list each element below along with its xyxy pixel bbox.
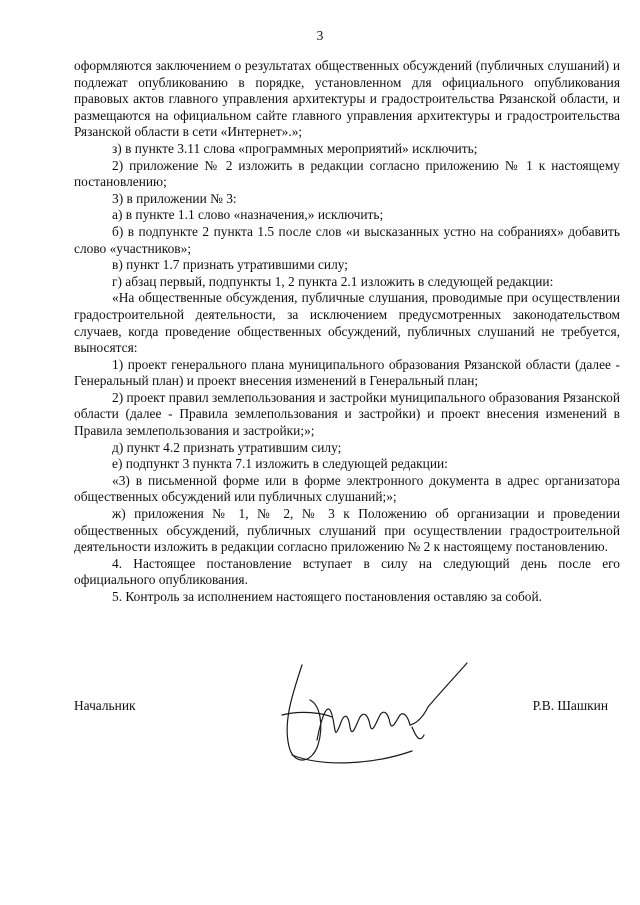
handwritten-signature [262,655,482,775]
paragraph-item-v: в) пункт 1.7 признать утратившими силу; [112,257,348,273]
paragraph-quote-1: 1) проект генерального плана муниципального образования Рязанской области (далее - Генеральный план) и проект внесения изменений в Генеральный план; [74,356,620,389]
paragraph-item-a: а) в пункте 1.1 слово «назначения,» исключить; [112,207,384,223]
paragraph-item-2: 2) приложение № 2 изложить в редакции согласно приложению № 1 к настоящему постановлению; [74,157,620,190]
paragraph-item-b: б) в подпункте 2 пункта 1.5 после слов «и высказанных устно на собраниях» добавить слово «участников»; [74,223,620,256]
signatory-title: Начальник [74,698,136,713]
paragraph-quote-2: 2) проект правил землепользования и застройки муниципального образования Рязанской области (далее - Правила землепользования и застройки) и проект внесения изменений в Правила землепользования и застройки;»; [74,389,620,439]
paragraph-item-4: 4. Настоящее постановление вступает в силу на следующий день после его официального опубликования. [74,555,620,588]
signatory-name: Р.В. Шашкин [532,698,608,713]
paragraph-item-z: з) в пункте 3.11 слова «программных мероприятий» исключить; [112,140,478,156]
paragraph-item-5: 5. Контроль за исполнением настоящего постановления оставляю за собой. [112,589,543,604]
paragraph-item-zh: ж) приложения № 1, № 2, № 3 к Положению об организации и проведении общественных обсуждений, публичных слушаний при осуществлении градостроительной деятельности изложить в редакции согласно приложению № 2 к настоящему постановлению. [74,506,620,555]
paragraph-quote-intro: «На общественные обсуждения, публичные слушания, проводимые при осуществлении градостроительной деятельности, за исключением предусмотренных законодательством случаев, когда проведение общественных обсуждений, публичных слушаний не требуется, выносятся: [74,290,620,356]
paragraph-item-g: г) абзац первый, подпункты 1, 2 пункта 2.1 изложить в следующей редакции: [112,273,554,289]
page-number: 3 [316,28,324,43]
document-body [74,58,620,606]
paragraph-item-3: 3) в приложении № 3: [112,190,237,206]
paragraph-continuation: оформляются заключением о результатах общественных обсуждений (публичных слушаний) и подлежат опубликованию в порядке, установленном для официального опубликования правовых актов главного управления архитектуры и градостроительства Рязанской области, и размещаются на официальном сайте главного управления архитектуры и градостроительства Рязанской области в сети «Интернет».»; [74,58,620,140]
paragraph-item-d: д) пункт 4.2 признать утратившим силу; [112,439,342,455]
paragraph-item-e: е) подпункт 3 пункта 7.1 изложить в следующей редакции: [112,456,448,472]
paragraph-quote-3: «3) в письменной форме или в форме электронного документа в адрес организатора общественных обсуждений или публичных слушаний;»; [74,472,620,505]
